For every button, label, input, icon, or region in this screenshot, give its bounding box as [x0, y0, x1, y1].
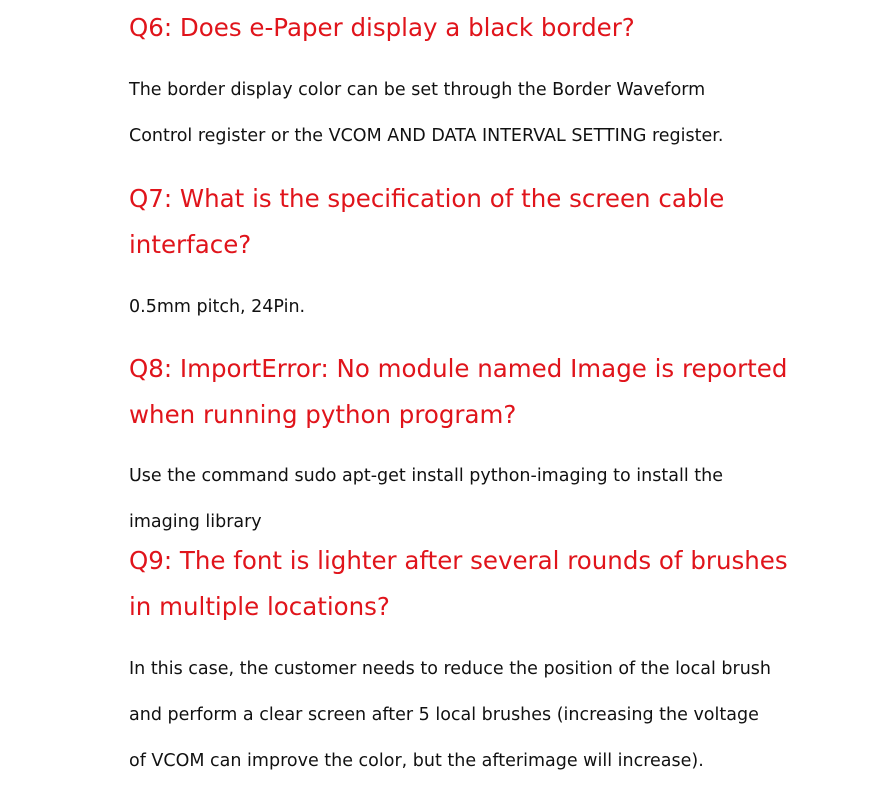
question-line: Q9: The font is lighter after several rounds of brushes: [129, 546, 788, 575]
faq-question-q8: [129, 346, 787, 438]
answer-line: The border display color can be set through the Border Waveform: [129, 80, 706, 100]
question-line: in multiple locations?: [129, 592, 390, 621]
question-line: when running python program?: [129, 400, 517, 429]
answer-line: In this case, the customer needs to reduce the position of the local brush: [129, 659, 772, 679]
faq-answer-q9: [129, 646, 771, 784]
answer-line: 0.5mm pitch, 24Pin.: [129, 297, 306, 317]
faq-question-q9: [129, 538, 788, 630]
answer-line: Control register or the VCOM AND DATA INTERVAL SETTING register.: [129, 126, 724, 146]
faq-answer-q6: [129, 67, 723, 159]
answer-line: and perform a clear screen after 5 local brushes (increasing the voltage: [129, 705, 759, 725]
answer-line: Use the command sudo apt-get install python-imaging to install the: [129, 466, 723, 486]
faq-question-q6: [129, 5, 635, 51]
answer-line: of VCOM can improve the color, but the afterimage will increase).: [129, 751, 704, 771]
question-line: Q8: ImportError: No module named Image is reported: [129, 354, 788, 383]
faq-answer-q7: [129, 284, 305, 330]
faq-question-q7: [129, 176, 724, 268]
answer-line: imaging library: [129, 512, 262, 532]
question-line: Q6: Does e-Paper display a black border?: [129, 13, 635, 42]
question-line: interface?: [129, 230, 252, 259]
question-line: Q7: What is the specification of the screen cable: [129, 184, 725, 213]
faq-answer-q8: [129, 453, 723, 545]
